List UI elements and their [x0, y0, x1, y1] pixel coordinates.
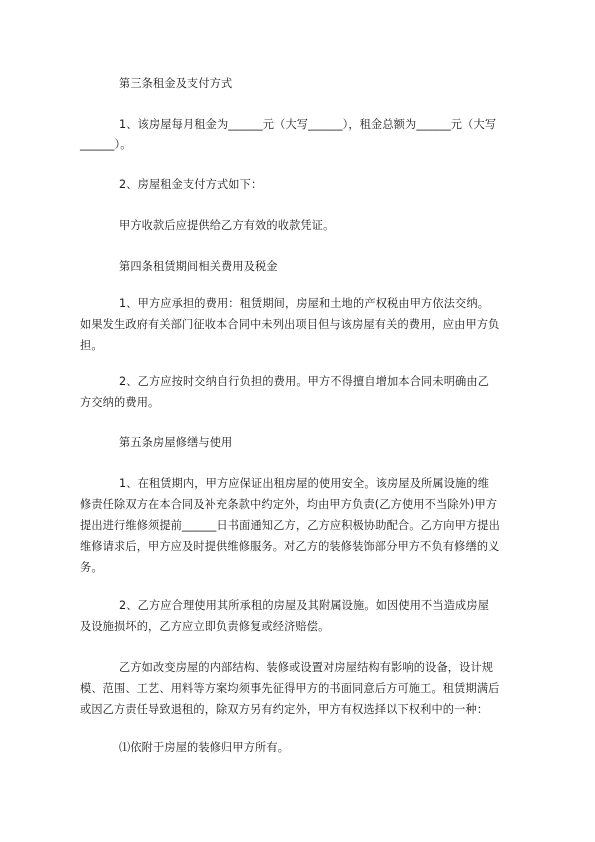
article-4-item-1-line-3: 担。	[80, 339, 103, 352]
article-5-item-1-line-4: 维修请求后，甲方应及时提供维修服务。对乙方的装修装饰部分甲方不负有修缮的义	[80, 540, 500, 553]
article-3-heading: 第三条租金及支付方式	[119, 77, 233, 90]
article-4-heading: 第四条租赁期间相关费用及税金	[119, 260, 278, 273]
article-3-item-1-line-1: 1、该房屋每月租金为______元（大写______），租金总额为______元（大写	[119, 118, 497, 131]
article-4-item-2-line-1: 2、乙方应按时交纳自行负担的费用。甲方不得擅自增加本合同未明确由乙	[119, 375, 490, 388]
article-4-item-1-line-2: 如果发生政府有关部门征收本合同中未列出项目但与该房屋有关的费用，应由甲方负	[80, 318, 500, 331]
article-3-receipt-paragraph: 甲方收款后应提供给乙方有效的收款凭证。	[119, 219, 335, 232]
article-3-item-2: 2、房屋租金支付方式如下：	[119, 178, 263, 191]
article-5-option-1: ⑴依附于房屋的装修归甲方所有。	[119, 741, 290, 754]
article-5-item-1-line-1: 1、在租赁期内，甲方应保证出租房屋的使用安全。该房屋及所属设施的维	[119, 477, 490, 490]
article-5-alteration-line-1: 乙方如改变房屋的内部结构、装修或设置对房屋结构有影响的设备，设计规	[119, 661, 494, 674]
article-5-heading: 第五条房屋修缮与使用	[119, 436, 233, 449]
article-5-alteration-line-2: 模、范围、工艺、用料等方案均须事先征得甲方的书面同意后方可施工。租赁期满后	[80, 682, 500, 695]
article-4-item-1-line-1: 1、甲方应承担的费用：租赁期间，房屋和土地的产权税由甲方依法交纳。	[119, 297, 490, 310]
article-3-item-1-line-2: ______）。	[80, 138, 132, 151]
article-4-item-2-line-2: 方交纳的费用。	[80, 396, 160, 409]
article-5-item-2-line-1: 2、乙方应合理使用其所承租的房屋及其附属设施。如因使用不当造成房屋	[119, 599, 490, 612]
article-5-item-1-line-3: 提出进行维修须提前______日书面通知乙方，乙方应积极协助配合。乙方向甲方提出	[80, 519, 500, 532]
article-5-item-1-line-5: 务。	[80, 561, 103, 574]
article-5-item-2-line-2: 及设施损坏的，乙方应立即负责修复或经济赔偿。	[80, 620, 330, 633]
article-5-alteration-line-3: 或因乙方责任导致退租的，除双方另有约定外，甲方有权选择以下权利中的一种：	[80, 703, 489, 716]
article-5-item-1-line-2: 修责任除双方在本合同及补充条款中约定外，均由甲方负责(乙方使用不当除外)甲方	[80, 498, 498, 511]
